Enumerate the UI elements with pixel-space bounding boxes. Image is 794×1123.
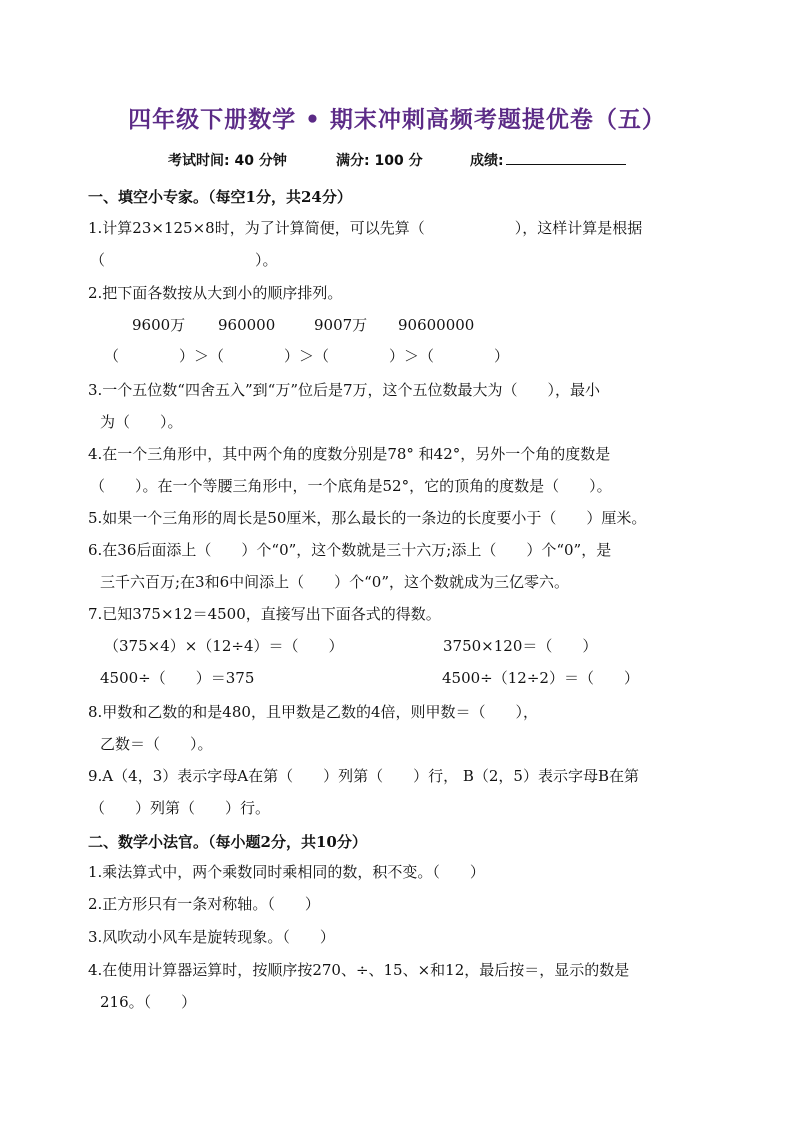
score-label: 成绩: [470,153,504,169]
section-2-heading: 二、数学小法官。（每小题2分，共10分） [88,833,367,851]
page-title: 四年级下册数学 • 期末冲刺高频考题提优卷（五） [128,107,666,133]
q2-number-1: 9600万 [132,316,186,334]
section-1-heading: 一、填空小专家。（每空1分，共24分） [88,188,352,206]
q3-line-1: 3.一个五位数“四舍五入”到“万”位后是7万，这个五位数最大为（ ），最小 [88,381,601,399]
score-blank[interactable] [506,152,626,165]
q1-line-2: （ ）。 [90,251,278,269]
q4-line-1: 4.在一个三角形中，其中两个角的度数分别是78° 和42°，另外一个角的度数是 [88,445,611,463]
q5-line-1: 5.如果一个三角形的周长是50厘米，那么最长的一条边的长度要小于（ ）厘米。 [88,509,647,527]
s2-q4-line-2: 216。（ ） [100,993,197,1011]
q6-line-2: 三千六百万;在3和6中间添上（ ）个“0”，这个数就成为三亿零六。 [100,573,570,591]
s2-q4-line-1: 4.在使用计算器运算时，按顺序按270、÷、15、×和12，最后按＝，显示的数是 [88,961,630,979]
q9-line-1: 9.A（4，3）表示字母A在第（ ）列第（ ）行， B（2，5）表示字母B在第 [88,767,639,785]
q7-line-1: 7.已知375×12＝4500，直接写出下面各式的得数。 [88,605,441,623]
q2-line-1: 2.把下面各数按从大到小的顺序排列。 [88,284,343,302]
q6-line-1: 6.在36后面添上（ ）个“0”，这个数就是三十六万;添上（ ）个“0”，是 [88,541,612,559]
q7-expression-d: 4500÷（12÷2）＝（ ） [442,669,639,687]
q7-expression-c: 4500÷（ ）＝375 [100,669,255,687]
q7-expression-a: （375×4）×（12÷4）＝（ ） [104,637,344,655]
q8-line-1: 8.甲数和乙数的和是480，且甲数是乙数的4倍，则甲数＝（ ）， [88,703,538,721]
q2-number-4: 90600000 [398,316,475,334]
s2-q3: 3.风吹动小风车是旋转现象。（ ） [88,928,335,946]
q7-expression-b: 3750×120＝（ ） [443,637,598,655]
q2-order-blanks: （ ）＞（ ）＞（ ）＞（ ） [104,347,510,365]
q9-line-2: （ ）列第（ ）行。 [90,799,271,817]
q8-line-2: 乙数＝（ ）。 [100,735,213,753]
s2-q1: 1.乘法算式中，两个乘数同时乘相同的数，积不变。（ ） [88,863,485,881]
s2-q2: 2.正方形只有一条对称轴。（ ） [88,895,320,913]
q1-line-1: 1.计算23×125×8时，为了计算简便，可以先算（ ），这样计算是根据 [88,219,643,237]
score-field [470,150,626,170]
q4-line-2: （ ）。在一个等腰三角形中，一个底角是52°，它的顶角的度数是（ ）。 [90,477,612,495]
q3-line-2: 为（ ）。 [100,413,183,431]
full-score: 满分: 100 分 [336,153,423,169]
q2-number-2: 960000 [218,316,276,334]
exam-time: 考试时间: 40 分钟 [168,153,287,169]
q2-number-3: 9007万 [314,316,368,334]
